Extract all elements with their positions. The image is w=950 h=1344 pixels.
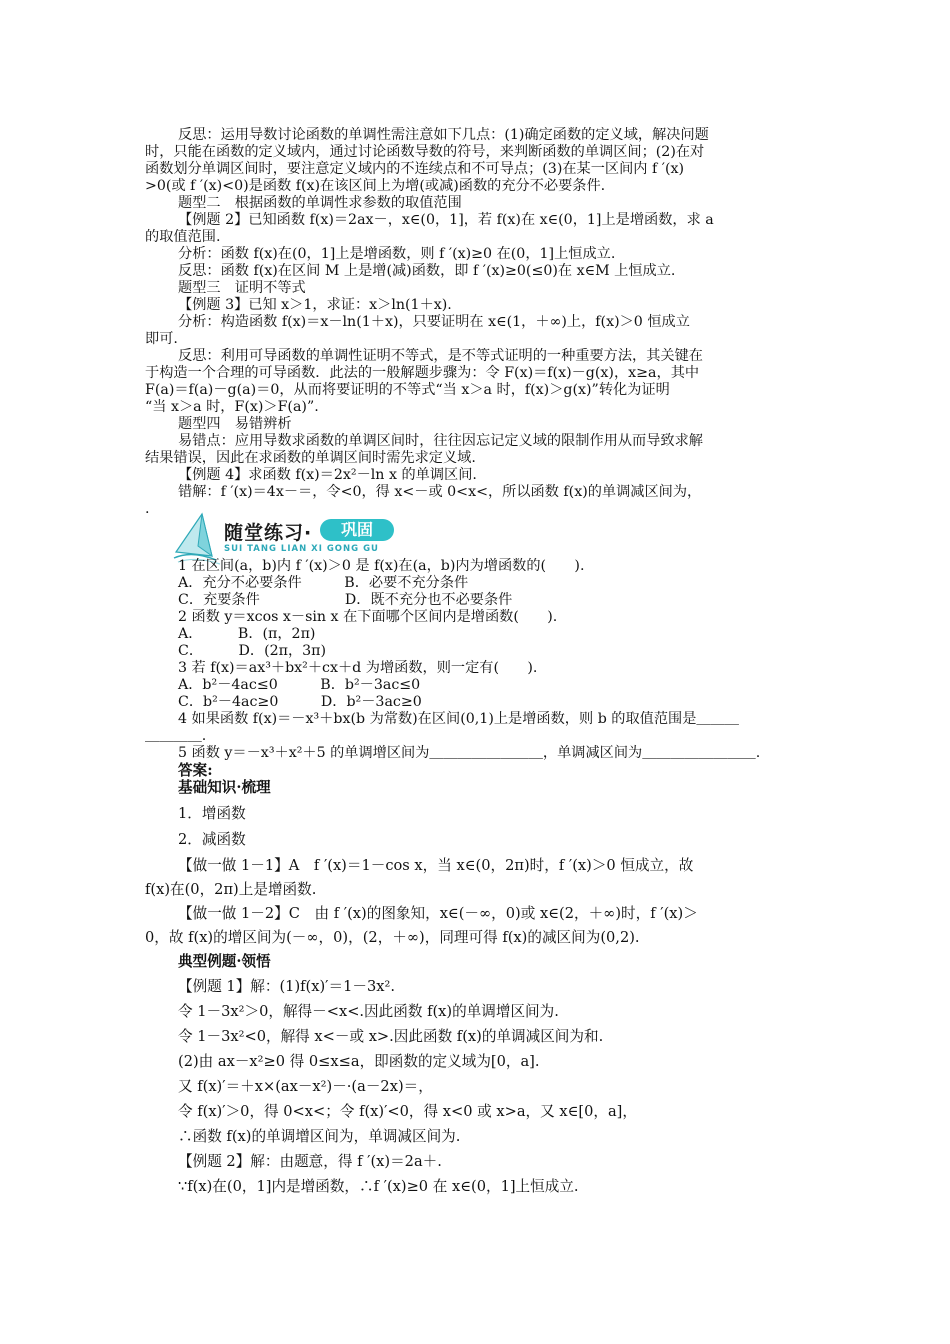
reflection-text: 于构造一个合理的可导函数．此法的一般解题步骤为：令 F(x)＝f(x)－g(x)，x≥a，其中	[145, 365, 700, 381]
reflection-text: F(a)＝f(a)－g(a)＝0，从而将要证明的不等式“当 x＞a 时，f(x)＞g(x)”转化为证明	[145, 382, 670, 398]
answer-line: 又 f(x)′＝＋x×(ax－x²)－·(a－2x)＝，	[178, 1078, 433, 1095]
section-heading: 典型例题·领悟	[178, 953, 271, 970]
example-text: 的取值范围.	[145, 229, 221, 245]
answer-line: f(x)在(0，2π)上是增函数.	[145, 881, 317, 898]
answer-line: 【做一做 1－1】A f ′(x)＝1－cos x，当 x∈(0，2π)时，f ′(x)＞0 恒成立，故	[178, 857, 694, 874]
answer-line: 1．增函数	[178, 805, 246, 822]
wrong-solution-text: .	[145, 501, 150, 517]
answer-line: 令 1－3x²<0，解得 x<－或 x>.因此函数 f(x)的单调减区间为和.	[178, 1028, 604, 1045]
reflection-line: 函数划分单调区间时，要注意定义域内的不连续点和不可导点；(3)在某一区间内 f ′(x)	[145, 161, 685, 177]
exercise-line: A． B．(π，2π)	[178, 626, 316, 642]
exercise-line: A．b²－4ac≤0 B．b²－3ac≤0	[178, 677, 421, 693]
exercise-line: A．充分不必要条件 B．必要不充分条件	[178, 575, 469, 591]
pitfall-text: 易错点：应用导数求函数的单调区间时，往往因忘记定义域的限制作用从而导致求解	[178, 433, 703, 449]
reflection-text: “当 x＞a 时，F(x)＞F(a)”.	[145, 399, 319, 415]
exercise-line: 5 函数 y＝－x³＋x²＋5 的单调增区间为＿＿＿＿＿＿＿＿，单调减区间为＿＿＿＿＿＿＿＿.	[178, 745, 761, 761]
example-text: 【例题 2】已知函数 f(x)＝2ax－，x∈(0，1]，若 f(x)在 x∈(0，1]上是增函数，求 a	[178, 212, 714, 228]
answer-line: 【做一做 1－2】C 由 f ′(x)的图象知，x∈(－∞，0)或 x∈(2，＋∞)时，f ′(x)＞	[178, 905, 698, 922]
answer-line: 0，故 f(x)的增区间为(－∞，0)，(2，＋∞)，同理可得 f(x)的减区间为(0,2).	[145, 929, 640, 946]
topic-title: 题型二 根据函数的单调性求参数的取值范围	[178, 195, 462, 211]
answer-line: 【例题 2】解：由题意，得 f ′(x)＝2a＋.	[178, 1153, 442, 1170]
answer-line: 2．减函数	[178, 831, 246, 848]
reflection-line: >0(或 f ′(x)<0)是函数 f(x)在该区间上为增(或减)函数的充分不必要条件.	[145, 178, 606, 194]
reflection-text: 反思：利用可导函数的单调性证明不等式，是不等式证明的一种重要方法，其关键在	[178, 348, 703, 364]
banner-title: 随堂练习·	[224, 522, 313, 544]
topic-title: 题型三 证明不等式	[178, 280, 306, 296]
exercise-line: C．b²－4ac≥0 D．b²－3ac≥0	[178, 694, 422, 710]
exercise-line: 2 函数 y＝xcos x－sin x 在下面哪个区间内是增函数( ).	[178, 609, 558, 625]
reflection-text: 反思：函数 f(x)在区间 M 上是增(减)函数，即 f ′(x)≥0(≤0)在 x∈M 上恒成立.	[178, 263, 676, 279]
banner-subtitle: SUI TANG LIAN XI GONG GU	[224, 544, 379, 554]
exercise-line: 4 如果函数 f(x)＝－x³＋bx(b 为常数)在区间(0,1)上是增函数，则 b 的取值范围是＿＿＿	[178, 711, 739, 727]
analysis-text: 分析：构造函数 f(x)＝x－ln(1＋x)，只要证明在 x∈(1，＋∞)上，f(x)＞0 恒成立	[178, 314, 690, 330]
wrong-solution-text: 错解：f ′(x)＝4x－＝，令<0，得 x<－或 0<x<，所以函数 f(x)的单调减区间为，	[178, 484, 702, 500]
exercise-line: C． D．(2π，3π)	[178, 643, 327, 659]
answer-line: ∵f(x)在(0，1]内是增函数，∴f ′(x)≥0 在 x∈(0，1]上恒成立.	[178, 1178, 579, 1195]
pitfall-text: 结果错误，因此在求函数的单调区间时需先求定义域.	[145, 450, 476, 466]
answers-heading: 答案:	[178, 762, 213, 779]
example-text: 【例题 3】已知 x＞1，求证：x＞ln(1＋x).	[178, 297, 452, 313]
exercise-line: 3 若 f(x)＝ax³＋bx²＋cx＋d 为增函数，则一定有( ).	[178, 660, 538, 676]
reflection-line: 反思：运用导数讨论函数的单调性需注意如下几点：(1)确定函数的定义域，解决问题	[178, 127, 709, 143]
analysis-text: 分析：函数 f(x)在(0，1]上是增函数，则 f ′(x)≥0 在(0，1]上恒成立.	[178, 246, 616, 262]
answer-line: 令 1－3x²＞0，解得－<x<.因此函数 f(x)的单调增区间为.	[178, 1003, 559, 1020]
reflection-line: 时，只能在函数的定义域内，通过讨论函数导数的符号，来判断函数的单调区间；(2)在对	[145, 144, 705, 160]
answer-line: 令 f(x)′＞0，得 0<x<；令 f(x)′<0，得 x<0 或 x>a，又 x∈[0，a]，	[178, 1103, 637, 1120]
exercise-line: ＿＿＿＿.	[145, 728, 207, 744]
analysis-text: 即可.	[145, 331, 178, 347]
exercise-line: C．充要条件 D．既不充分也不必要条件	[178, 592, 513, 608]
answer-line: 【例题 1】解：(1)f(x)′＝1－3x².	[178, 978, 395, 995]
banner-pill: 巩固	[320, 519, 394, 541]
answer-line: ∴函数 f(x)的单调增区间为，单调减区间为.	[178, 1128, 461, 1145]
exercise-line: 1 在区间(a，b)内 f ′(x)＞0 是 f(x)在(a，b)内为增函数的( ).	[178, 558, 585, 574]
answer-line: (2)由 ax－x²≥0 得 0≤x≤a，即函数的定义域为[0，a].	[178, 1053, 540, 1070]
topic-title: 题型四 易错辨析	[178, 416, 292, 432]
example-text: 【例题 4】求函数 f(x)＝2x²－ln x 的单调区间.	[178, 467, 477, 483]
section-heading: 基础知识·梳理	[178, 779, 271, 796]
